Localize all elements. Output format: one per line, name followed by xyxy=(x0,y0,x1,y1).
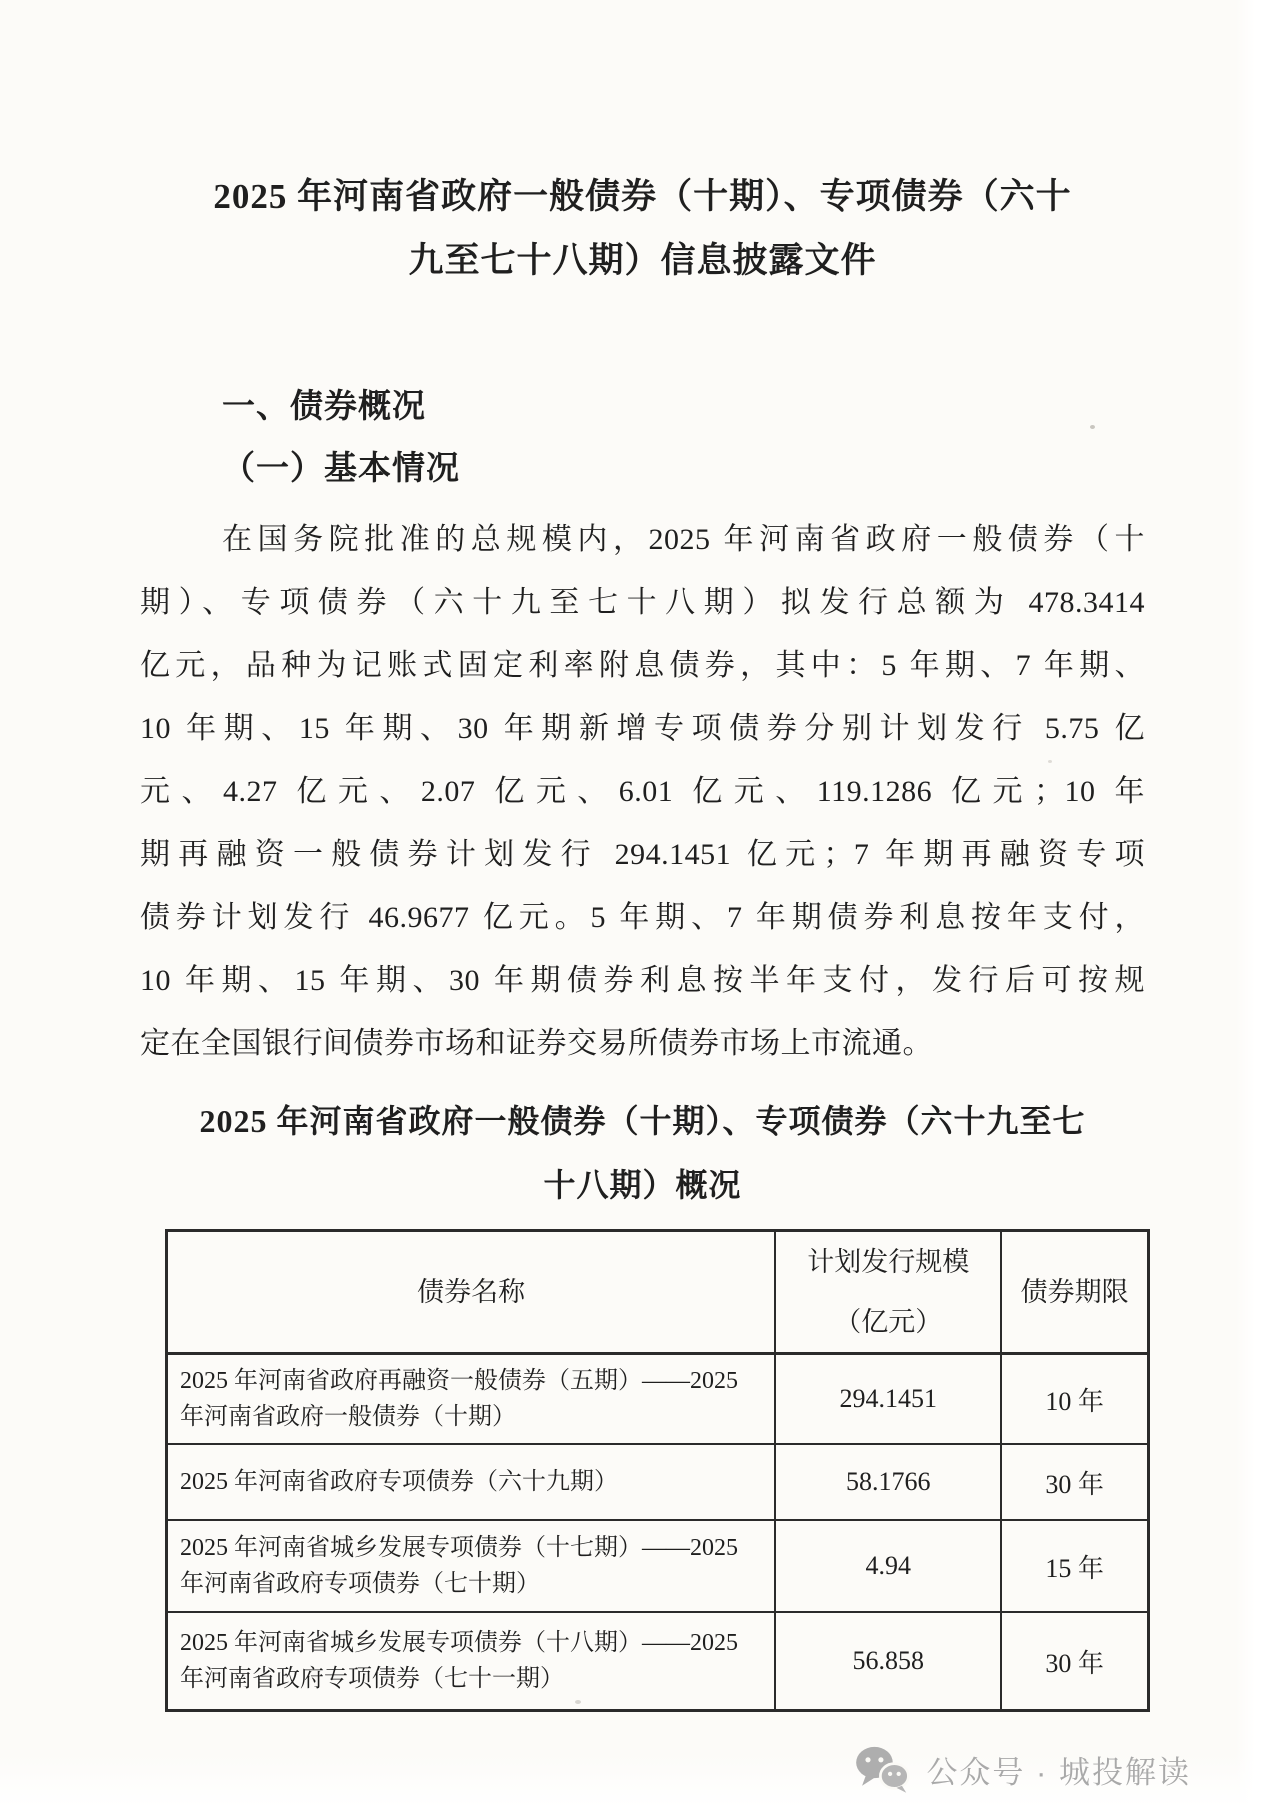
paragraph-line: 在国务院批准的总规模内，2025 年河南省政府一般债券（十 xyxy=(222,523,1145,556)
table-title xyxy=(140,1089,1145,1217)
term-cell: 15 年 xyxy=(1001,1520,1148,1612)
issue-scale-cell: 4.94 xyxy=(775,1520,1001,1612)
term-cell: 10 年 xyxy=(1001,1354,1148,1445)
subsection-heading-basic-info: （一）基本情况 xyxy=(222,451,460,487)
paragraph-line: 期）、专项债券（六十九至七十八期）拟发行总额为 478.3414 xyxy=(140,586,1145,619)
table-title-line1: 2025 年河南省政府一般债券（十期）、专项债券（六十九至七 xyxy=(199,1103,1086,1139)
table-row xyxy=(167,1354,1149,1445)
issue-scale-cell: 58.1766 xyxy=(775,1444,1001,1520)
section-heading-bond-overview: 一、债券概况 xyxy=(222,389,426,425)
term-cell: 30 年 xyxy=(1001,1612,1148,1711)
paragraph-line: 债券计划发行 46.9677 亿元。5 年期、7 年期债券利息按年支付， xyxy=(140,901,1145,934)
bond-overview-table xyxy=(165,1229,1150,1712)
term-cell: 30 年 xyxy=(1001,1444,1148,1520)
bond-name-cell: 2025 年河南省城乡发展专项债券（十七期）——2025 年河南省政府专项债券（七十期） xyxy=(167,1520,776,1612)
bond-name-cell: 2025 年河南省政府专项债券（六十九期） xyxy=(167,1444,776,1520)
table-header-bond-name: 债券名称 xyxy=(167,1231,776,1354)
body-paragraph xyxy=(140,508,1145,1075)
paragraph-line: 定在全国银行间债券市场和证券交易所债券市场上市流通。 xyxy=(140,1027,933,1060)
document-title xyxy=(140,0,1145,293)
paragraph-line: 期再融资一般债券计划发行 294.1451 亿元；7 年期再融资专项 xyxy=(140,838,1145,871)
scan-speckle xyxy=(1048,760,1052,763)
scan-speckle xyxy=(1090,425,1095,429)
bond-name-cell: 2025 年河南省政府再融资一般债券（五期）——2025 年河南省政府一般债券（十期） xyxy=(167,1354,776,1445)
document-content xyxy=(140,0,1145,1712)
table-title-line2: 十八期）概况 xyxy=(543,1167,742,1203)
paragraph-line: 元、4.27 亿元、2.07 亿元、6.01 亿元、119.1286 亿元；10 年 xyxy=(140,775,1145,808)
table-row xyxy=(167,1444,1149,1520)
scan-speckle xyxy=(575,1700,581,1704)
watermark-text: 公众号 · 城投解读 xyxy=(926,1754,1191,1790)
paragraph-line: 10 年期、15 年期、30 年期新增专项债券分别计划发行 5.75 亿 xyxy=(140,712,1145,745)
table-row xyxy=(167,1520,1149,1612)
wechat-icon xyxy=(854,1745,910,1793)
paragraph-line: 10 年期、15 年期、30 年期债券利息按半年支付，发行后可按规 xyxy=(140,964,1145,997)
document-title-line1: 2025 年河南省政府一般债券（十期）、专项债券（六十 xyxy=(213,177,1072,216)
table-header-row xyxy=(167,1231,1149,1354)
document-title-line2: 九至七十八期）信息披露文件 xyxy=(408,241,877,280)
paragraph-line: 亿元，品种为记账式固定利率附息债券，其中：5 年期、7 年期、 xyxy=(140,649,1145,682)
table-header-term: 债券期限 xyxy=(1001,1231,1148,1354)
issue-scale-cell: 294.1451 xyxy=(775,1354,1001,1445)
table-header-issue-scale: 计划发行规模（亿元） xyxy=(775,1231,1001,1354)
watermark xyxy=(854,1745,1191,1793)
table-row xyxy=(167,1612,1149,1711)
bond-name-cell: 2025 年河南省城乡发展专项债券（十八期）——2025 年河南省政府专项债券（七十一期） xyxy=(167,1612,776,1711)
issue-scale-cell: 56.858 xyxy=(775,1612,1001,1711)
